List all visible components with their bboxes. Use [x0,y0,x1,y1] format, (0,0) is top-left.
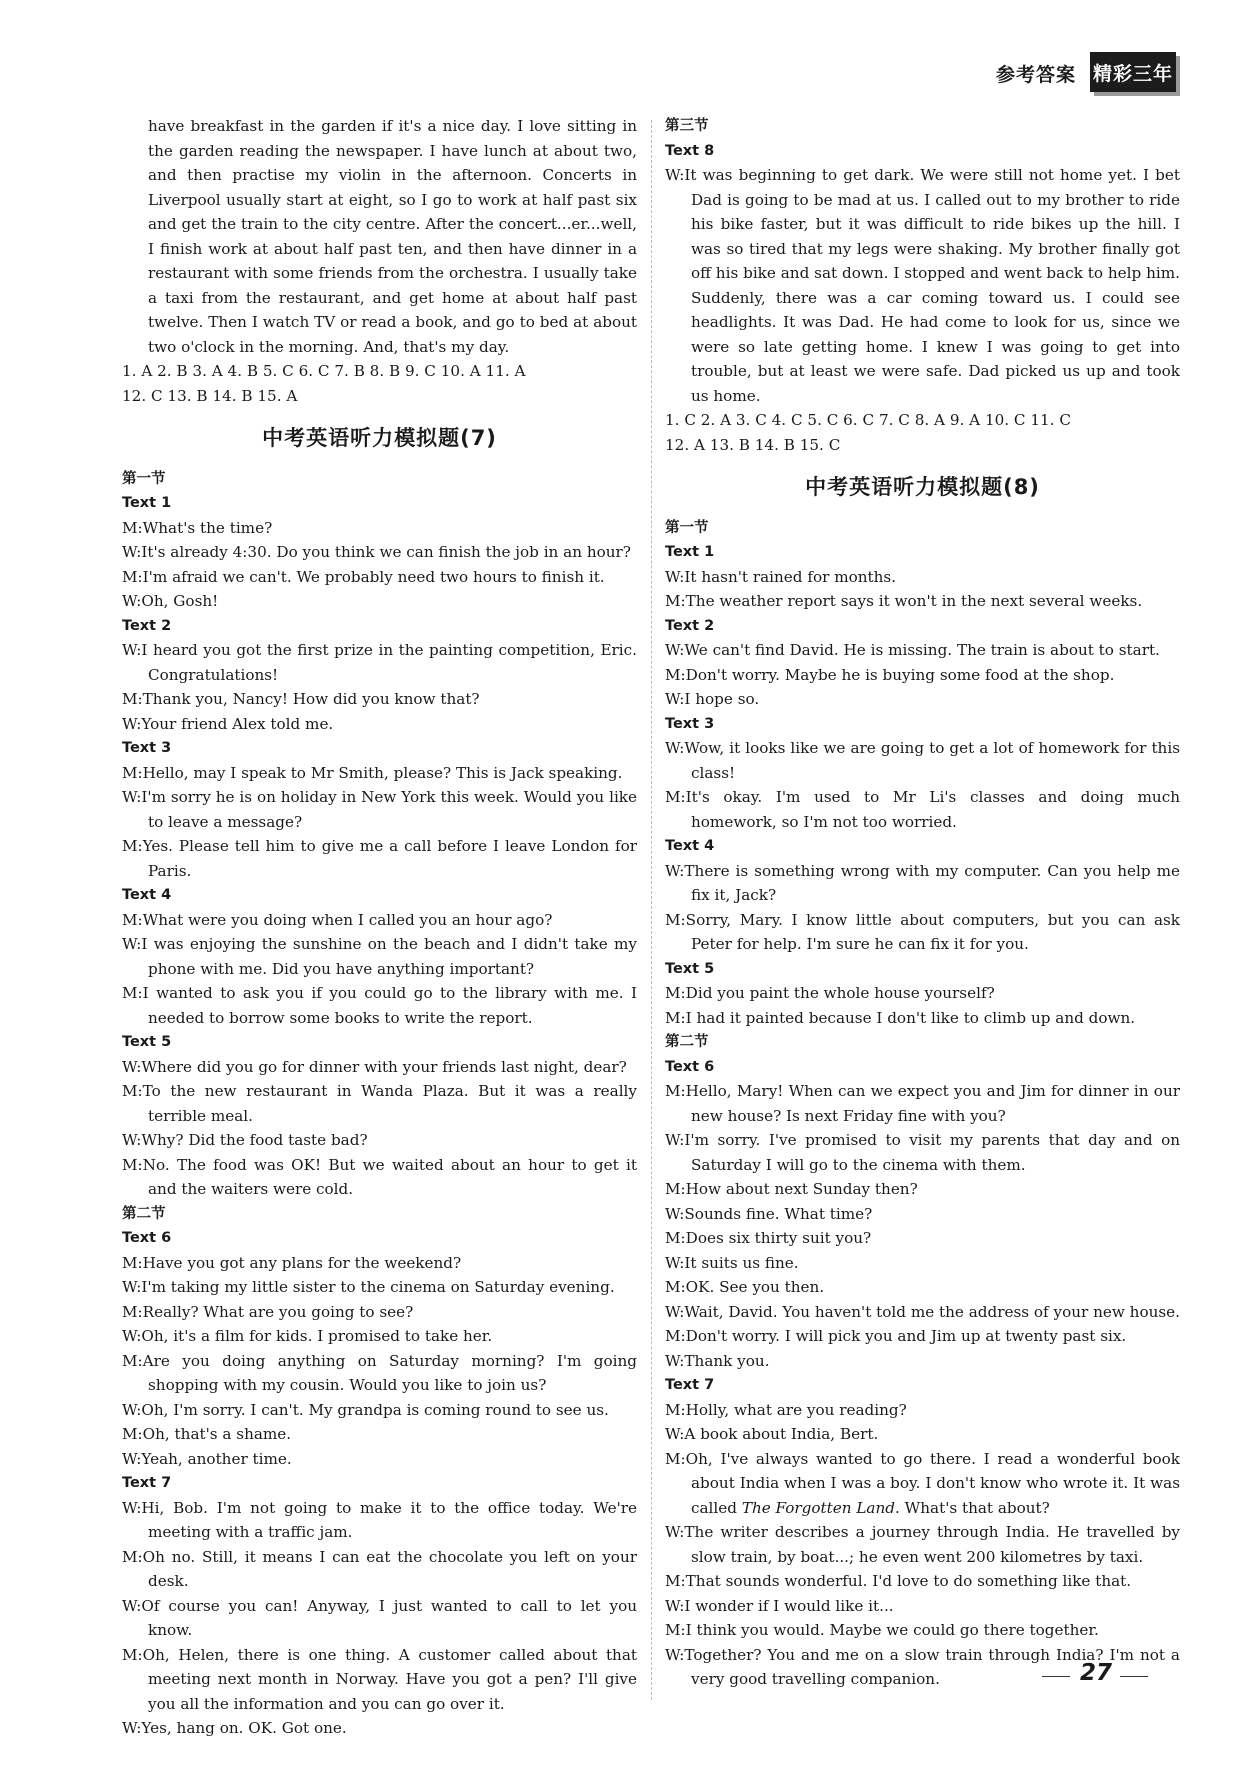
dialogue-line: W:I'm sorry he is on holiday in New York this week. Would you like to leave a message? [122,788,637,831]
dialogue-line: W:Wow, it looks like we are going to get a lot of homework for this class! [665,739,1180,782]
dialogue-line: M:Did you paint the whole house yourself? [665,984,995,1002]
dialogue-line-book [665,1447,1180,1521]
text-label: Text 6 [122,1230,172,1246]
dialogue-line: W:Wait, David. You haven't told me the address of your new house. [665,1302,1180,1321]
dialogue-line: M:Have you got any plans for the weekend? [122,1253,462,1272]
dialogue-line: M:I think you would. Maybe we could go there together. [665,1621,1099,1639]
dialogue-line: M:That sounds wonderful. I'd love to do something like that. [665,1572,1132,1590]
dialogue-line: W:It's already 4:30. Do you think we can finish the job in an hour? [122,543,631,561]
dialogue-line: W:I was enjoying the sunshine on the beach and I didn't take my phone with me. Did you have anything important? [122,935,637,978]
dialogue-line: M:Sorry, Mary. I know little about computers, but you can ask Peter for help. I'm sure he can fix it for you. [665,910,1180,953]
dialogue-line: W:Yeah, another time. [122,1449,292,1468]
dialogue-line: W:Oh, it's a film for kids. I promised to take her. [122,1327,493,1345]
dialogue-line: M:Oh, Helen, there is one thing. A customer called about that meeting next month in Norway. Have you got a pen? I'll give you all the information and you can go over it. [122,1645,637,1713]
dialogue-line: M:Thank you, Nancy! How did you know that? [122,690,480,708]
intro-paragraph: have breakfast in the garden if it's a nice day. I love sitting in the garden reading the newspaper. I have lunch at about two, and then practise my violin in the afternoon. Concerts in Liverpool usually start at eight, so I go to work at half past six and get the train to the city centre. After the concert...er...well, I finish work at about half past ten, and then have dinner in a restaurant with some friends from the orchestra. I usually take a taxi from the restaurant, and get home at about half past twelve. Then I watch TV or read a book, and go to bed at about two o'clock in the morning. And, that's my day. [148,117,637,356]
section-label: 第一节 [122,470,166,487]
dialogue-line: M:Hello, Mary! When can we expect you and Jim for dinner in our new house? Is next Friday fine with you? [665,1082,1180,1125]
dialogue-line: M:I had it painted because I don't like to climb up and down. [665,1008,1136,1027]
answers-row-1: 1. A 2. B 3. A 4. B 5. C 6. C 7. B 8. B 9. C 10. A 11. A [122,362,526,380]
dialogue-line: W:Of course you can! Anyway, I just wanted to call to let you know. [122,1596,637,1639]
book-line-pre: M:Oh, I've always wanted to go there. I read a wonderful book about India when I was a boy. I don't know who wrote it. It was called [665,1449,1180,1517]
dialogue-line: W:The writer describes a journey through India. He travelled by slow train, by boat...; he even went 200 kilometres by taxi. [665,1523,1180,1566]
dialogue-line: M:The weather report says it won't in the next several weeks. [665,592,1143,610]
section-title-7: 中考英语听力模拟题(7) [262,426,497,450]
section-label: 第二节 [665,1034,709,1050]
dialogue-line: W:It suits us fine. [665,1253,799,1272]
text-label: Text 2 [665,617,715,634]
dialogue-line: W:Hi, Bob. I'm not going to make it to the office today. We're meeting with a traffic jam. [122,1498,637,1541]
answers-row-2: 12. A 13. B 14. B 15. C [665,435,841,454]
column-divider [651,120,652,1700]
dialogue-line: W:Yes, hang on. OK. Got one. [122,1719,347,1737]
header-logo: 精彩三年 [1090,52,1176,92]
dialogue-line: M:I wanted to ask you if you could go to the library with me. I needed to borrow some books to write the report. [122,984,637,1027]
dialogue-line: W:Where did you go for dinner with your friends last night, dear? [122,1057,627,1076]
dialogue-line: W:I heard you got the first prize in the painting competition, Eric. Congratulations! [122,641,637,684]
text-label: Text 7 [665,1377,715,1393]
header-tag: 参考答案 [996,64,1077,86]
text-label: Text 3 [665,715,715,732]
dialogue-line: W:Sounds fine. What time? [665,1204,873,1223]
dialogue-line: M:How about next Sunday then? [665,1180,918,1198]
dialogue-line: M:Really? What are you going to see? [122,1302,414,1321]
dialogue-line: M:What were you doing when I called you an hour ago? [122,910,553,929]
section-label: 第二节 [122,1205,166,1222]
dialogue-line: M:Don't worry. Maybe he is buying some food at the shop. [665,665,1115,684]
text-label: Text 8 [665,142,715,159]
text-label: Text 7 [122,1475,172,1491]
dialogue-line: M:Oh, that's a shame. [122,1425,292,1443]
dialogue-line: W:I'm taking my little sister to the cinema on Saturday evening. [122,1278,615,1296]
dialogue-line: W:It hasn't rained for months. [665,567,897,586]
text-label: Text 5 [122,1034,172,1050]
dialogue-line: W:We can't find David. He is missing. The train is about to start. [665,641,1160,659]
dialogue-line: M:What's the time? [122,518,273,537]
text-label: Text 2 [122,617,172,634]
dialogue-line: M:Holly, what are you reading? [665,1400,907,1419]
dialogue-line: W:A book about India, Bert. [665,1425,879,1443]
dialogue-line: W:It was beginning to get dark. We were still not home yet. I bet Dad is going to be mad at us. I called out to my brother to ride his bike faster, but it was difficult to ride bikes up the hill. I was so tired that my legs were shaking. My brother finally got off his bike and sat down. I stopped and went back to help him. Suddenly, there was a car coming toward us. I could see headlights. It was Dad. He had come to look for us, since we were so late getting home. I knew I was going to get into trouble, but at least we were safe. Dad picked us up and took us home. [665,166,1180,405]
section-title-8: 中考英语听力模拟题(8) [805,475,1040,499]
page-number-rule-left [1042,1676,1070,1677]
dialogue-line: M:Hello, may I speak to Mr Smith, please? This is Jack speaking. [122,763,623,782]
answers-row-2: 12. C 13. B 14. B 15. A [122,386,298,405]
dialogue-line: W:Oh, I'm sorry. I can't. My grandpa is coming round to see us. [122,1400,609,1419]
dialogue-line: M:Does six thirty suit you? [665,1229,872,1247]
text-label: Text 3 [122,740,172,756]
dialogue-line: W:Together? You and me on a slow train through India? I'm not a very good travelling companion. [665,1645,1180,1688]
dialogue-line: W:I hope so. [665,690,760,708]
dialogue-line: M:No. The food was OK! But we waited about an hour to get it and the waiters were cold. [122,1155,637,1198]
dialogue-line: W:Your friend Alex told me. [122,714,334,733]
text-label: Text 6 [665,1058,715,1075]
dialogue-line: M:To the new restaurant in Wanda Plaza. But it was a really terrible meal. [122,1082,637,1125]
dialogue-line: M:I'm afraid we can't. We probably need two hours to finish it. [122,567,605,586]
page-number-rule-right [1120,1676,1148,1677]
dialogue-line: M:Don't worry. I will pick you and Jim up at twenty past six. [665,1327,1127,1345]
text-label: Text 4 [122,887,172,903]
book-title: The Forgotten Land [741,1498,895,1517]
dialogue-line: W:Why? Did the food taste bad? [122,1131,368,1149]
dialogue-line: W:I'm sorry. I've promised to visit my parents that day and on Saturday I will go to the cinema with them. [665,1131,1180,1174]
left-column [122,114,637,1741]
dialogue-line: W:I wonder if I would like it... [665,1596,894,1615]
dialogue-line: M:It's okay. I'm used to Mr Li's classes and doing much homework, so I'm not too worried. [665,788,1180,831]
dialogue-line: M:Are you doing anything on Saturday morning? I'm going shopping with my cousin. Would you like to join us? [122,1351,637,1394]
answers-row-1: 1. C 2. A 3. C 4. C 5. C 6. C 7. C 8. A 9. A 10. C 11. C [665,411,1071,429]
right-column [665,114,1180,1692]
dialogue-line: M:Yes. Please tell him to give me a call before I leave London for Paris. [122,837,637,880]
section-label: 第三节 [665,118,709,134]
section-label: 第一节 [665,519,709,536]
text-label: Text 1 [665,544,715,560]
book-line-post: . What's that about? [894,1498,1050,1517]
page-number: 27 [1080,1660,1113,1686]
dialogue-line: W:There is something wrong with my computer. Can you help me fix it, Jack? [665,861,1180,904]
text-label: Text 5 [665,960,715,977]
dialogue-line: W:Oh, Gosh! [122,592,219,610]
dialogue-line: W:Thank you. [665,1351,770,1370]
text-label: Text 1 [122,495,172,511]
dialogue-line: M:Oh no. Still, it means I can eat the chocolate you left on your desk. [122,1547,637,1590]
dialogue-line: M:OK. See you then. [665,1278,825,1296]
text-label: Text 4 [665,838,715,854]
